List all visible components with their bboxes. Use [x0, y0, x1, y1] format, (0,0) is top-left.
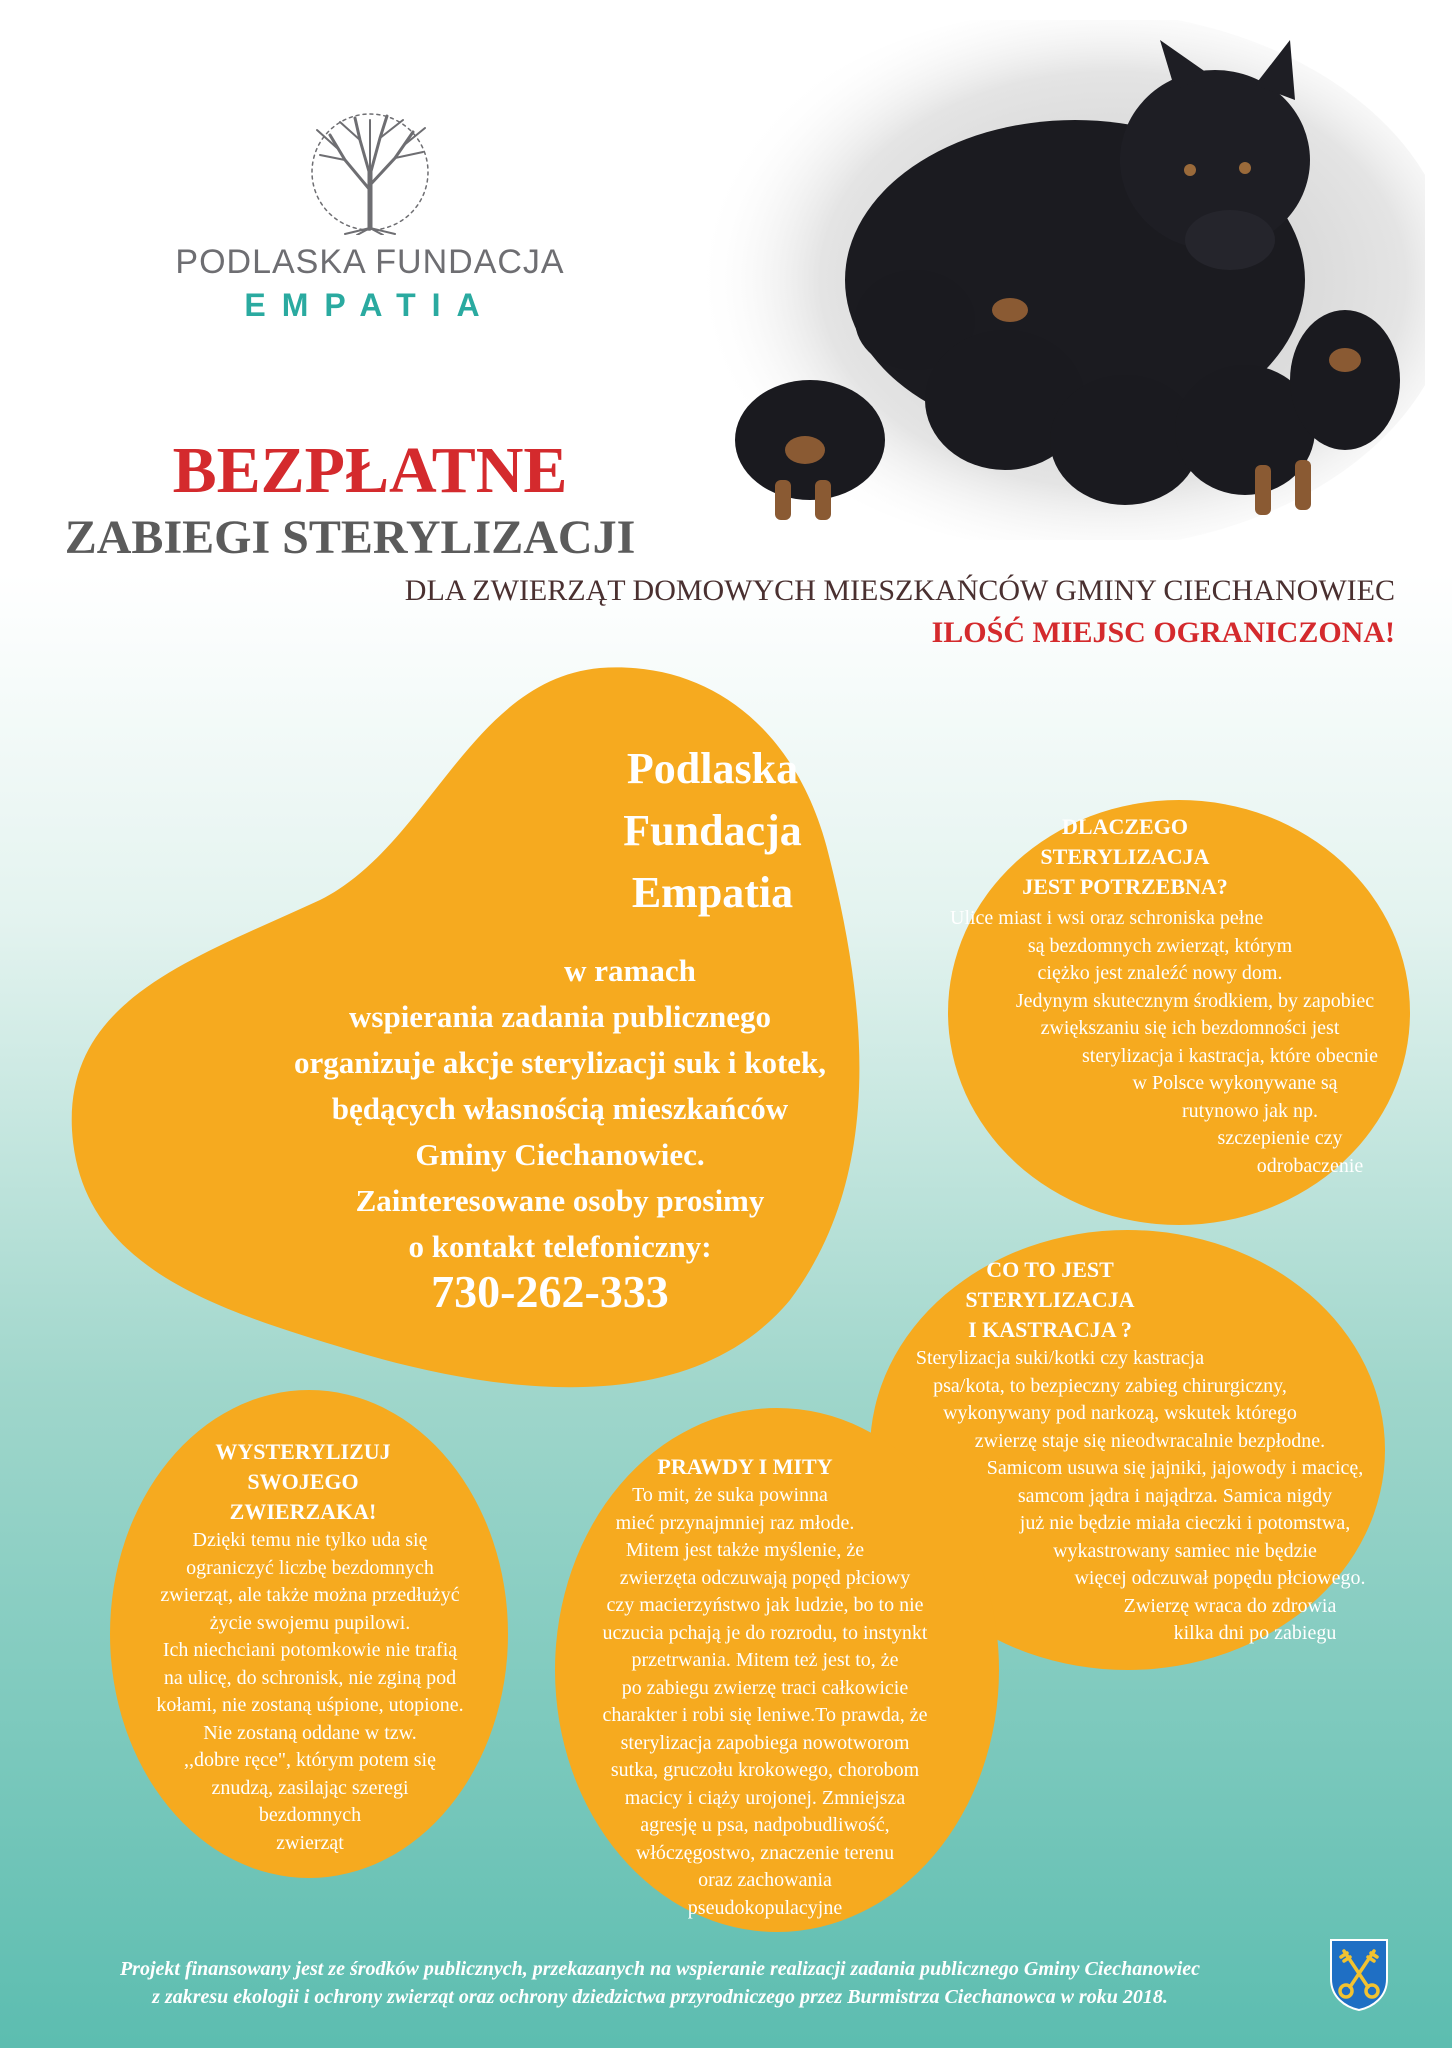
- main-body-line: Gminy Ciechanowiec.: [415, 1137, 705, 1172]
- neuter-body-line: kołami, nie zostaną uśpione, utopione.: [156, 1694, 464, 1716]
- footer-line-2: z zakresu ekologii i ochrony zwierząt oraz ochrony dziedzictwa przyrodniczego przez Burmistrza Ciechanowca w roku 2018.: [152, 1986, 1168, 2008]
- why-body: [950, 905, 1400, 1180]
- neuter-body-line: życie swojemu pupilowi.: [209, 1611, 411, 1634]
- myths-body: [555, 1482, 975, 1922]
- myths-body-line: Mitem jest także myślenie, że: [625, 1539, 865, 1561]
- why-body-line: Ulice miast i wsi oraz schroniska pełne: [950, 907, 1264, 929]
- neuter-body-line: zwierząt, ale także można przedłużyć: [160, 1584, 460, 1606]
- main-title: [540, 738, 885, 924]
- what-body-line: już nie będzie miała cieczki i potomstwa,: [1019, 1512, 1351, 1534]
- footer-line-1: Projekt finansowany jest ze środków publicznych, przekazanych na wspieranie realizacji zadania publicznego Gminy Ciechanowiec: [119, 1958, 1201, 1980]
- myths-body-line: To mit, że suka powinna: [632, 1484, 828, 1506]
- why-body-line: odrobaczenie: [1256, 1154, 1364, 1177]
- neuter-body-line: zwierząt: [276, 1831, 344, 1854]
- myths-body-line: sutka, gruczołu krokowego, chorobom: [610, 1759, 920, 1781]
- tree-icon: [305, 110, 435, 235]
- main-title-line: Podlaska: [626, 744, 799, 793]
- why-title-line: JEST POTRZEBNA?: [1022, 874, 1228, 899]
- logo-line-2: EMPATIA: [244, 287, 496, 323]
- why-body-line: są bezdomnych zwierząt, którym: [1027, 934, 1293, 957]
- myths-body-line: agresję u psa, nadpobudliwość,: [640, 1814, 890, 1836]
- myths-body-line: czy macierzyństwo jak ludzie, bo to nie: [606, 1594, 924, 1616]
- myths-title: PRAWDY I MITY: [657, 1454, 833, 1479]
- neuter-title: [148, 1437, 458, 1527]
- what-body-line: Samicom usuwa się jajniki, jajowody i macicę,: [986, 1457, 1364, 1479]
- footer-note: [10, 1955, 1310, 2011]
- main-body: [170, 948, 950, 1270]
- what-body-line: Zwierzę wraca do zdrowia: [1123, 1594, 1337, 1617]
- dog-with-puppies-photo: [655, 20, 1425, 540]
- myths-body-line: zwierzęta odczuwają popęd płciowy: [619, 1566, 911, 1589]
- why-body-line: w Polsce wykonywane są: [1132, 1072, 1338, 1094]
- myths-body-line: po zabiegu zwierzę traci całkowicie: [621, 1676, 909, 1699]
- why-title-line: STERYLIZACJA: [1040, 844, 1210, 869]
- neuter-body: [120, 1527, 500, 1857]
- myths-body-line: przetrwania. Mitem też jest to, że: [631, 1649, 899, 1671]
- headline-title: BEZPŁATNE: [172, 434, 568, 507]
- main-title-line: Fundacja: [623, 806, 802, 855]
- main-body-line: wspierania zadania publicznego: [349, 999, 771, 1034]
- neuter-body-line: Ich niechciani potomkowie nie trafią: [162, 1639, 458, 1661]
- main-body-line: organizuje akcje sterylizacji suk i kotek,: [293, 1045, 827, 1080]
- headline-target: DLA ZWIERZĄT DOMOWYCH MIESZKAŃCÓW GMINY CIECHANOWIEC: [404, 574, 1395, 607]
- what-title-line: STERYLIZACJA: [965, 1287, 1135, 1312]
- what-title: [880, 1255, 1220, 1345]
- neuter-body-line: Dzięki temu nie tylko uda się: [192, 1529, 428, 1551]
- logo: [150, 105, 590, 330]
- what-title-line: I KASTRACJA ?: [968, 1317, 1132, 1342]
- what-body-line: Sterylizacja suki/kotki czy kastracja: [915, 1347, 1205, 1369]
- why-body-line: sterylizacja i kastracja, które obecnie: [1082, 1044, 1378, 1067]
- why-title-line: DLACZEGO: [1062, 814, 1188, 839]
- logo-line-1: PODLASKA FUNDACJA: [175, 243, 565, 281]
- neuter-body-line: bezdomnych: [258, 1804, 362, 1826]
- myths-body-line: mieć przynajmniej raz młode.: [615, 1511, 855, 1534]
- headline-subtitle: ZABIEGI STERYLIZACJI: [64, 511, 636, 564]
- myths-body-line: włóczęgostwo, znaczenie terenu: [635, 1841, 895, 1864]
- why-title: [950, 812, 1300, 902]
- main-title-line: Empatia: [631, 868, 794, 917]
- why-body-line: zwiększaniu się ich bezdomności jest: [1040, 1017, 1340, 1039]
- neuter-body-line: znudzą, zasilając szeregi: [211, 1776, 409, 1799]
- what-body-line: kilka dni po zabiegu: [1173, 1622, 1337, 1644]
- neuter-body-line: ograniczyć liczbę bezdomnych: [186, 1556, 434, 1579]
- what-title-line: CO TO JEST: [986, 1257, 1114, 1282]
- what-body-line: zwierzę staje się nieodwracalnie bezpłodne.: [974, 1429, 1326, 1452]
- neuter-title-line: ZWIERZAKA!: [229, 1499, 377, 1524]
- main-body-line: w ramach: [564, 953, 696, 988]
- main-body-line: będących własnością mieszkańców: [331, 1091, 789, 1126]
- myths-body-line: uczucia pchają je do rozrodu, to instynkt: [602, 1621, 928, 1644]
- what-body-line: wykastrowany samiec nie będzie: [1053, 1539, 1317, 1562]
- what-body-line: samcom jądra i najądrza. Samica nigdy: [1017, 1484, 1333, 1507]
- neuter-title-line: SWOJEGO: [247, 1469, 359, 1494]
- main-body-line: o kontakt telefoniczny:: [408, 1229, 712, 1264]
- why-body-line: szczepienie czy: [1217, 1127, 1343, 1149]
- why-body-line: Jedynym skutecznym środkiem, by zapobiec: [1015, 989, 1375, 1012]
- why-body-line: rutynowo jak np.: [1181, 1099, 1319, 1122]
- neuter-title-line: WYSTERYLIZUJ: [215, 1439, 391, 1464]
- what-body-line: więcej odczuwał popędu płciowego.: [1074, 1567, 1366, 1589]
- myths-body-line: pseudokopulacyjne: [687, 1896, 843, 1919]
- keys-crest-icon: [1328, 1937, 1390, 2011]
- what-body-line: wykonywany pod narkozą, wskutek którego: [943, 1402, 1297, 1424]
- neuter-body-line: ,,dobre ręce", którym potem się: [184, 1749, 436, 1771]
- main-body-line: Zainteresowane osoby prosimy: [355, 1183, 765, 1218]
- why-body-line: ciężko jest znaleźć nowy dom.: [1037, 962, 1283, 984]
- neuter-body-line: Nie zostaną oddane w tzw.: [203, 1721, 417, 1744]
- myths-body-line: oraz zachowania: [698, 1869, 832, 1891]
- phone-number[interactable]: 730-262-333: [431, 1266, 669, 1317]
- headline-notice: ILOŚĆ MIEJSC OGRANICZONA!: [931, 616, 1395, 649]
- myths-body-line: macicy i ciąży urojonej. Zmniejsza: [624, 1786, 906, 1809]
- myths-body-line: sterylizacja zapobiega nowotworom: [620, 1731, 910, 1754]
- what-body-line: psa/kota, to bezpieczny zabieg chirurgiczny,: [933, 1374, 1287, 1397]
- neuter-body-line: na ulicę, do schronisk, nie zginą pod: [163, 1666, 457, 1689]
- myths-body-line: charakter i robi się leniwe.To prawda, że: [602, 1704, 928, 1726]
